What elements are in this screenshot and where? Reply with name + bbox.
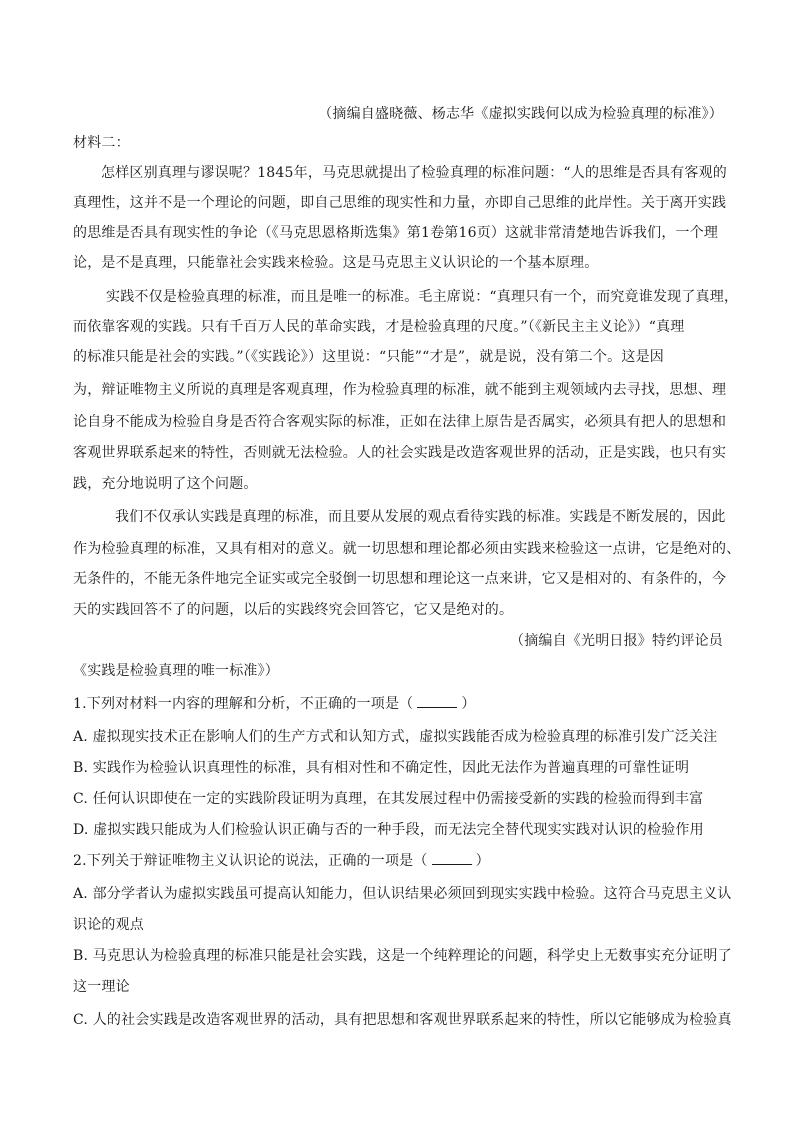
paragraph-1-line: 的思维是否具有现实性的争论（《马克思恩格斯选集》第1卷第16页）这就非常清楚地告诉我们，一个理 [73, 225, 719, 241]
paragraph-1-line: 真理性，这并不是一个理论的问题，即自己思维的现实性和力量，亦即自己思维的此岸性。关于离开实践 [73, 195, 727, 211]
paragraph-2-line: 实践不仅是检验真理的标准，而且是唯一的标准。毛主席说：“真理只有一个，而究竟谁发现了真理， [106, 289, 739, 305]
question-1-option-b: B. 实践作为检验认识真理性的标准，具有相对性和不确定性，因此无法作为普遍真理的可靠性证明 [73, 760, 690, 776]
paragraph-3-line: 天的实践回答不了的问题，以后的实践终究会回答它，它又是绝对的。 [73, 602, 514, 618]
paragraph-1-line: 怎样区别真理与谬误呢？1845年，马克思就提出了检验真理的标准问题：“人的思维是否具有客观的 [101, 165, 727, 181]
question-2-option-c: C. 人的社会实践是改造客观世界的活动，具有把思想和客观世界联系起来的特性，所以它能够成为检验真 [73, 1012, 732, 1028]
answer-blank [417, 695, 457, 708]
question-2-option-a: A. 部分学者认为虚拟实践虽可提高认知能力，但认识结果必须回到现实实践中检验。这符合马克思主义认 [73, 886, 732, 902]
question-1-stem-text: 1.下列对材料一内容的理解和分析，不正确的一项是（ [73, 696, 414, 712]
question-2-stem [73, 851, 723, 871]
question-2-option-a-cont: 识论的观点 [73, 917, 144, 933]
paragraph-2-line: 客观世界联系起来的特性，否则就无法检验。人的社会实践是改造客观世界的活动，正是实践，也只有实 [73, 445, 727, 461]
question-1-option-d: D. 虚拟实践只能成为人们检验认识正确与否的一种手段，而无法完全替代现实实践对认识的检验作用 [73, 822, 704, 838]
source-citation-2: （摘编自《光明日报》特约评论员 [510, 633, 723, 649]
question-2-stem-close: ） [475, 853, 490, 869]
source-citation-2-cont: 《实践是检验真理的唯一标准》） [73, 663, 279, 679]
question-2-option-b: B. 马克思认为检验真理的标准只能是社会实践，这是一个纯粹理论的问题，科学史上无数事实充分证明了 [73, 948, 732, 964]
question-1-option-a: A. 虚拟现实技术正在影响人们的生产方式和认知方式，虚拟实践能否成为检验真理的标准引发广泛关注 [73, 729, 718, 745]
answer-blank [432, 852, 472, 865]
question-1-option-c: C. 任何认识即使在一定的实践阶段证明为真理，在其发展过程中仍需接受新的实践的检验而得到丰富 [73, 791, 704, 807]
paragraph-2-line: 论自身不能成为检验自身是否符合客观实际的标准，正如在法律上原告是否属实，必须具有把人的思想和 [73, 414, 727, 430]
question-2-option-b-cont: 这一理论 [73, 979, 130, 995]
question-1-stem [73, 694, 723, 714]
paragraph-3-line: 作为检验真理的标准，又具有相对的意义。就一切思想和理论都必须由实践来检验这一点讲，它是绝对的、 [73, 541, 741, 557]
paragraph-1-line: 论，是不是真理，只能靠社会实践来检验。这是马克思主义认识论的一个基本原理。 [73, 255, 599, 271]
paragraph-2-line: 践，充分地说明了这个问题。 [73, 476, 258, 492]
material-2-heading: 材料二： [73, 135, 130, 151]
question-1-stem-close: ） [461, 696, 476, 712]
paragraph-2-line: 为，辩证唯物主义所说的真理是客观真理，作为检验真理的标准，就不能到主观领域内去寻找，思想、理 [73, 382, 727, 398]
source-citation-1: （摘编自盛晓薇、杨志华《虚拟实践何以成为检验真理的标准》） [318, 106, 723, 122]
paragraph-3-line: 无条件的，不能无条件地完全证实或完全驳倒一切思想和理论这一点来讲，它又是相对的、有条件的，今 [73, 571, 727, 587]
paragraph-3-line: 我们不仅承认实践是真理的标准，而且要从发展的观点看待实践的标准。实践是不断发展的，因此 [115, 509, 726, 525]
question-2-stem-text: 2.下列关于辩证唯物主义认识论的说法，正确的一项是（ [73, 853, 428, 869]
paragraph-2-line: 而依靠客观的实践。只有千百万人民的革命实践，才是检验真理的尺度。”（《新民主主义论》）“真理 [73, 319, 685, 335]
paragraph-2-line: 的标准只能是社会的实践。”（《实践论》）这里说：“只能”“才是”，就是说，没有第二个。这是因 [73, 349, 664, 365]
